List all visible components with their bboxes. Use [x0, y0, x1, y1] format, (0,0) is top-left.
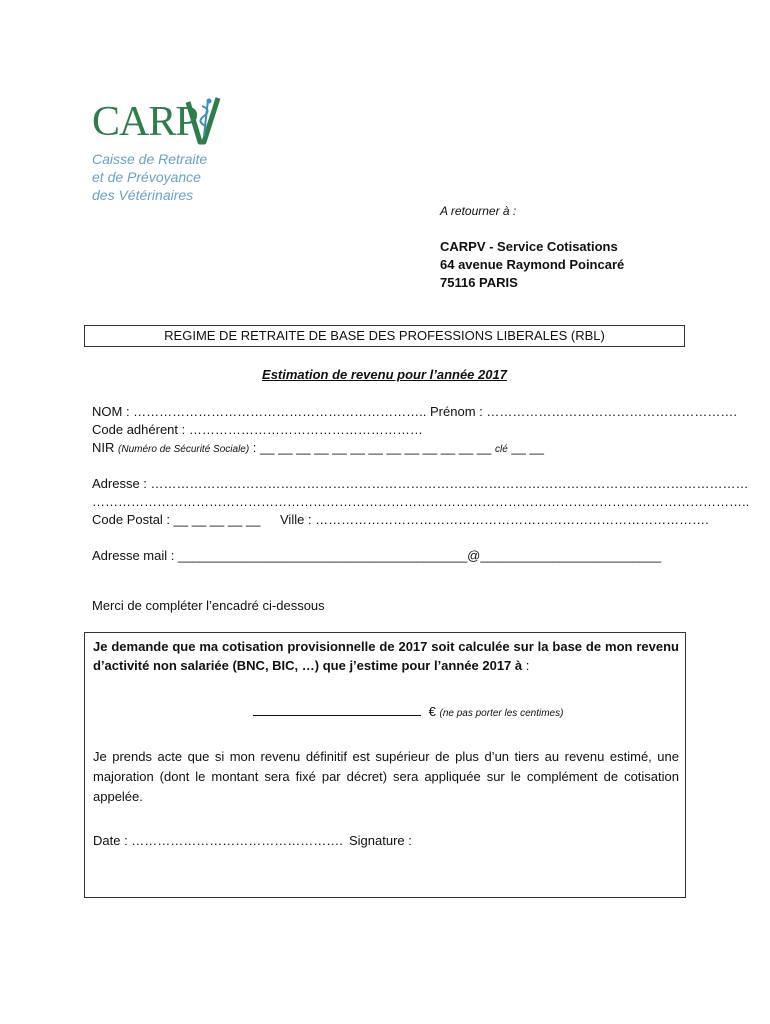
address-line: 64 avenue Raymond Poincaré [440, 257, 625, 272]
organisation-name [92, 150, 207, 204]
revenue-estimate-box [84, 632, 686, 898]
return-address [440, 238, 624, 292]
revenue-amount-field[interactable] [253, 703, 563, 719]
code-adherent-field[interactable]: Code adhérent : ……………………………………………… [92, 422, 423, 437]
regime-title: REGIME DE RETRAITE DE BASE DES PROFESSIONS LIBERALES (RBL) [84, 325, 685, 347]
address-line: 75116 PARIS [440, 275, 518, 290]
signature-field[interactable]: Signature : [349, 833, 412, 848]
nom-prenom-field[interactable]: NOM : ………………………………………………………….. Prénom : …………………………………………………. [92, 404, 737, 419]
logo-caduceus-v-icon [186, 96, 220, 146]
carpv-logo [92, 96, 222, 148]
adresse-field-line-2[interactable]: …………………………………………………………………………………………………………………………………….. [92, 494, 750, 509]
nir-label: NIR [92, 440, 115, 455]
org-line: et de Prévoyance [92, 169, 201, 185]
logo-text: CARP [92, 99, 198, 145]
demande-bold-text: Je demande que ma cotisation provisionnelle de 2017 soit calculée sur la base de mon revenu d’activité non salariée (BNC, BIC, …) que j’estime pour l’année 2017 à [93, 639, 679, 673]
return-label: A retourner à : [440, 204, 517, 218]
code-postal-field[interactable]: Code Postal : __ __ __ __ __ [92, 512, 261, 527]
cle-blanks[interactable]: __ __ [511, 440, 544, 455]
ville-field[interactable]: Ville : ………………………………………………………………………………. [280, 512, 709, 527]
estimation-title: Estimation de revenu pour l’année 2017 [262, 367, 507, 382]
adresse-field[interactable]: Adresse : ………………………………………………………………………………………………………………………… [92, 476, 749, 491]
email-field[interactable]: Adresse mail : ________________________________________@_________________________ [92, 548, 662, 563]
revenue-amount-blank[interactable] [253, 703, 421, 716]
date-field[interactable]: Date : …………………………………………. [93, 833, 343, 848]
instruction-text: Merci de compléter l’encadré ci-dessous [92, 598, 325, 613]
euro-symbol: € [428, 704, 436, 719]
org-line: Caisse de Retraite [92, 151, 208, 167]
nir-blanks[interactable]: : __ __ __ __ __ __ __ __ __ __ __ __ __ [249, 440, 492, 455]
euro-note: (ne pas porter les centimes) [439, 708, 564, 719]
address-line: CARPV - Service Cotisations [440, 239, 618, 254]
nir-field[interactable] [92, 439, 544, 459]
org-line: des Vétérinaires [92, 187, 194, 203]
cle-label: clé [494, 444, 508, 455]
acknowledgement-text: Je prends acte que si mon revenu définitif est supérieur de plus d’un tiers au revenu estimé, une majoration (dont le montant sera fixé par décret) sera appliquée sur le complément de cotisation appelée. [93, 749, 679, 804]
demande-text [93, 637, 679, 675]
demande-colon: : [522, 658, 530, 673]
nir-note: (Numéro de Sécurité Sociale) [118, 444, 250, 455]
